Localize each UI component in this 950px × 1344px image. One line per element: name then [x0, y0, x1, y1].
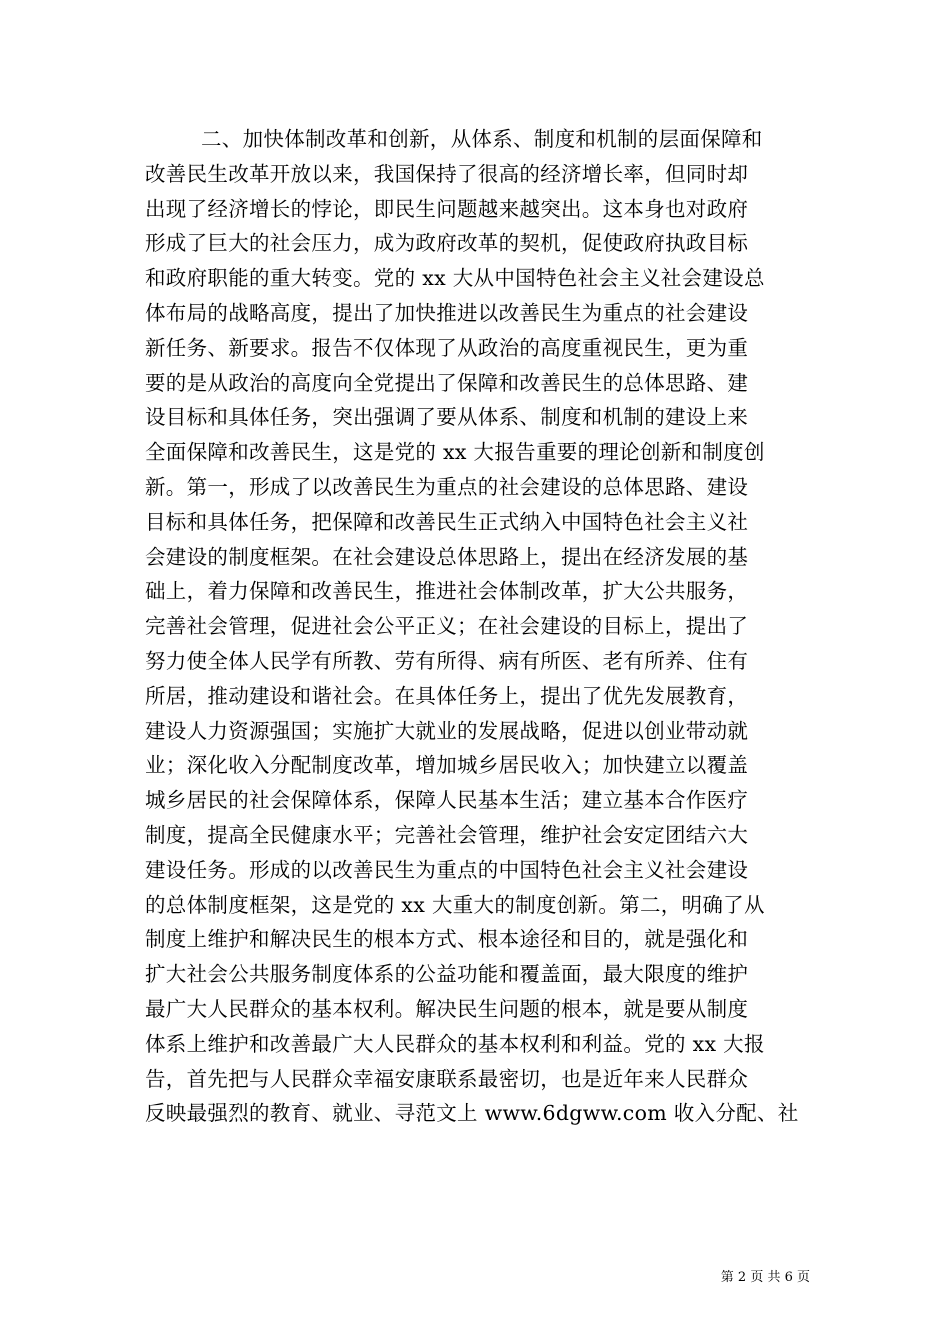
text-line: 反映最强烈的教育、就业、寻范文上 www.6dgww.com 收入分配、社 [145, 1101, 799, 1126]
text-line: 改善民生改革开放以来，我国保持了很高的经济增长率，但同时却 [145, 161, 749, 186]
text-line: 新。第一，形成了以改善民生为重点的社会建设的总体思路、建设 [145, 474, 749, 499]
text-line: 出现了经济增长的悖论，即民生问题越来越突出。这本身也对政府 [145, 196, 749, 221]
text-line: 业；深化收入分配制度改革，增加城乡居民收入；加快建立以覆盖 [145, 753, 749, 778]
text-line: 扩大社会公共服务制度体系的公益功能和覆盖面，最大限度的维护 [145, 962, 749, 987]
text-line: 所居，推动建设和谐社会。在具体任务上，提出了优先发展教育， [145, 683, 749, 708]
text-line: 二、加快体制改革和创新，从体系、制度和机制的层面保障和 [201, 127, 763, 151]
text-line: 全面保障和改善民生，这是党的 xx 大报告重要的理论创新和制度创 [145, 440, 765, 465]
text-line: 体系上维护和改善最广大人民群众的基本权利和利益。党的 xx 大报 [145, 1031, 765, 1056]
text-line: 新任务、新要求。报告不仅体现了从政治的高度重视民生，更为重 [145, 335, 749, 360]
text-line: 要的是从政治的高度向全党提出了保障和改善民生的总体思路、建 [145, 370, 749, 395]
text-line: 和政府职能的重大转变。党的 xx 大从中国特色社会主义社会建设总 [145, 266, 765, 291]
text-line: 制度上维护和解决民生的根本方式、根本途径和目的，就是强化和 [145, 927, 749, 952]
text-line: 告，首先把与人民群众幸福安康联系最密切，也是近年来人民群众 [145, 1066, 749, 1091]
text-line: 最广大人民群众的基本权利。解决民生问题的根本，就是要从制度 [145, 996, 749, 1021]
text-line: 体布局的战略高度，提出了加快推进以改善民生为重点的社会建设 [145, 300, 749, 325]
page-number-footer: 第 2 页 共 6 页 [720, 1270, 810, 1285]
text-line: 完善社会管理，促进社会公平正义；在社会建设的目标上，提出了 [145, 614, 749, 639]
text-line: 制度，提高全民健康水平；完善社会管理，维护社会安定团结六大 [145, 822, 749, 847]
text-line: 建设任务。形成的以改善民生为重点的中国特色社会主义社会建设 [145, 857, 749, 882]
body-paragraph [145, 122, 810, 1131]
text-line: 努力使全体人民学有所教、劳有所得、病有所医、老有所养、住有 [145, 648, 749, 673]
text-line: 设目标和具体任务，突出强调了要从体系、制度和机制的建设上来 [145, 405, 749, 430]
text-line: 城乡居民的社会保障体系，保障人民基本生活；建立基本合作医疗 [145, 788, 749, 813]
text-line: 目标和具体任务，把保障和改善民生正式纳入中国特色社会主义社 [145, 509, 749, 534]
text-line: 建设人力资源强国；实施扩大就业的发展战略，促进以创业带动就 [145, 718, 749, 743]
text-line: 的总体制度框架，这是党的 xx 大重大的制度创新。第二，明确了从 [145, 892, 765, 917]
text-line: 形成了巨大的社会压力，成为政府改革的契机，促使政府执政目标 [145, 231, 749, 256]
text-line: 础上，着力保障和改善民生，推进社会体制改革，扩大公共服务， [145, 579, 749, 604]
text-line: 会建设的制度框架。在社会建设总体思路上，提出在经济发展的基 [145, 544, 749, 569]
